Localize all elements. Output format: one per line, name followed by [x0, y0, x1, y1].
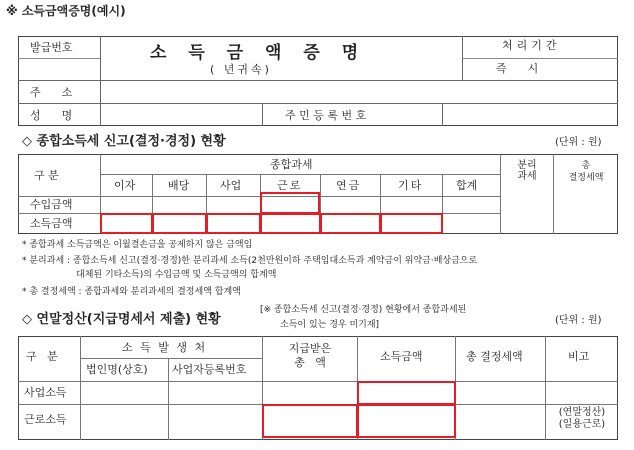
- section2-note-1: [※ 종합소득세 신고(결정·경정) 현황에서 종합과세된: [260, 305, 467, 315]
- note-2-cont: 대체된 기타소득)의 수입금액 및 소득금액의 합계액: [76, 270, 277, 280]
- note-3: * 총 결정세액 : 종합과세와 분리과세의 결정세액 합계액: [22, 287, 241, 297]
- issue-number-label: 발급번호: [30, 41, 73, 54]
- section1-category-label: 구 분: [34, 169, 59, 182]
- document-subtitle: ( 년귀속): [210, 63, 272, 76]
- paid-total-label: 지급받은 총 액: [288, 342, 332, 370]
- income-amount-label: 소득금액: [380, 350, 423, 363]
- biz-number-label: 사업자등록번호: [172, 363, 247, 376]
- highlight-dividend-income: [152, 213, 207, 234]
- document-note: ※ 소득금액증명(예시): [6, 4, 126, 18]
- highlight-business-income-amount: [357, 381, 456, 405]
- address-label: 주 소: [30, 86, 73, 99]
- document-title: 소 득 금 액 증 명: [150, 43, 367, 63]
- row-income: 소득금액: [30, 217, 73, 230]
- highlight-interest-income: [100, 213, 153, 234]
- highlight-business-income: [206, 213, 261, 234]
- separate-tax-label: 분리 과세: [517, 160, 537, 182]
- name-label: 성 명: [30, 109, 73, 122]
- col-sum: 합계: [456, 179, 478, 192]
- highlight-earned-income-amount: [357, 404, 456, 438]
- section2-unit: (단위 : 원): [555, 315, 602, 326]
- row-earned-income: 근로소득: [24, 413, 67, 426]
- highlight-earned-revenue: [260, 192, 320, 214]
- section1-unit: (단위 : 원): [555, 137, 602, 148]
- highlight-earned-income: [260, 213, 321, 234]
- remark-value: (연말정산) (일용근로): [558, 407, 606, 430]
- section2-note-2: 소득이 있는 경우 미기재]: [280, 320, 380, 330]
- note-2: * 분리과세 : 종합소득세 신고(결정·경정)한 분리과세 소득(2천만원이하 주택임대소득과 계약금이 위약금·배상금으로: [22, 256, 478, 266]
- note-1: * 종합과세 소득금액은 이월결손금을 공제하지 않은 금액임: [22, 240, 253, 250]
- row-business-income: 사업소득: [24, 386, 67, 399]
- row-revenue: 수입금액: [30, 198, 73, 211]
- processing-period-label: 처리기간: [502, 39, 561, 52]
- col-business: 사업: [220, 179, 242, 192]
- total-tax-label: 총 결정세액: [568, 161, 604, 183]
- resident-number-label: 주 민 등 록 번 호: [285, 109, 367, 122]
- highlight-earned-paid-total: [262, 404, 358, 438]
- total-tax-label-2: 총 결정세액: [466, 350, 523, 363]
- comprehensive-tax-label: 종합과세: [270, 158, 313, 171]
- section2-category-label: 구 분: [26, 350, 58, 363]
- col-interest: 이자: [114, 179, 136, 192]
- highlight-pension-income: [320, 213, 381, 234]
- highlight-other-income: [380, 213, 443, 234]
- corp-name-label: 법인명(상호): [86, 363, 148, 376]
- col-dividend: 배당: [168, 179, 190, 192]
- col-pension: 연금: [336, 179, 362, 192]
- section2-title: ◇ 연말정산(지급명세서 제출) 현황: [22, 312, 221, 327]
- col-earned: 근로: [277, 179, 303, 192]
- processing-period-value: 즉 시: [496, 62, 539, 75]
- col-other: 기타: [398, 179, 424, 192]
- payer-label: 소 득 발 생 처: [122, 341, 208, 354]
- remark-label: 비고: [568, 350, 590, 363]
- section1-title: ◇ 종합소득세 신고(결정·경정) 현황: [22, 134, 226, 149]
